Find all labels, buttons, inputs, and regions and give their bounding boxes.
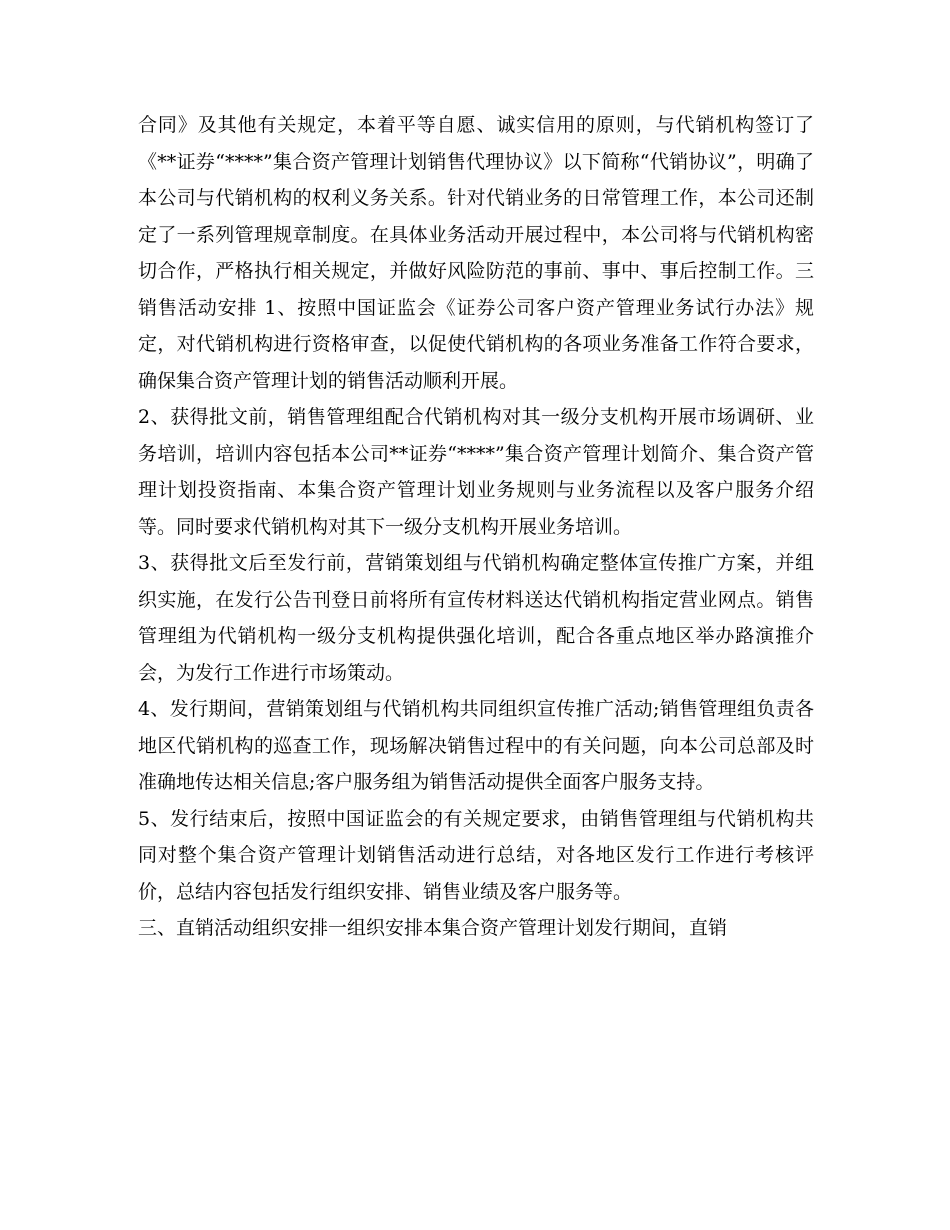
paragraph-2: 2、获得批文前，销售管理组配合代销机构对其一级分支机构开展市场调研、业务培训，培训内容包括本公司**证券“****”集合资产管理计划简介、集合资产管理计划投资指南、本集合资产管理计划业务规则与业务流程以及客户服务介绍等。同时要求代销机构对其下一级分支机构开展业务培训。 xyxy=(138,406,814,538)
paragraph-1: 合同》及其他有关规定，本着平等自愿、诚实信用的原则，与代销机构签订了《**证券“****”集合资产管理计划销售代理协议》以下简称“代销协议”，明确了本公司与代销机构的权利义务关系。针对代销业务的日常管理工作，本公司还制定了一系列管理规章制度。在具体业务活动开展过程中，本公司将与代销机构密切合作，严格执行相关规定，并做好风险防范的事前、事中、事后控制工作。三销售活动安排 1、按照中国证监会《证券公司客户资产管理业务试行办法》规定，对代销机构进行资格审查，以促使代销机构的各项业务准备工作符合要求，确保集合资产管理计划的销售活动顺利开展。 xyxy=(138,114,814,392)
paragraph-4: 4、发行期间，营销策划组与代销机构共同组织宣传推广活动;销售管理组负责各地区代销机构的巡查工作，现场解决销售过程中的有关问题，向本公司总部及时准确地传达相关信息;客户服务组为销售活动提供全面客户服务支持。 xyxy=(138,698,814,793)
paragraph-5: 5、发行结束后，按照中国证监会的有关规定要求，由销售管理组与代销机构共同对整个集合资产管理计划销售活动进行总结，对各地区发行工作进行考核评价，总结内容包括发行组织安排、销售业绩及客户服务等。 xyxy=(138,807,814,903)
paragraph-3: 3、获得批文后至发行前，营销策划组与代销机构确定整体宣传推广方案，并组织实施，在发行公告刊登日前将所有宣传材料送达代销机构指定营业网点。销售管理组为代销机构一级分支机构提供强化培训，配合各重点地区举办路演推介会，为发行工作进行市场策动。 xyxy=(138,552,814,684)
paragraph-6: 三、直销活动组织安排一组织安排本集合资产管理计划发行期间，直销 xyxy=(138,917,728,939)
document-body xyxy=(138,107,814,947)
